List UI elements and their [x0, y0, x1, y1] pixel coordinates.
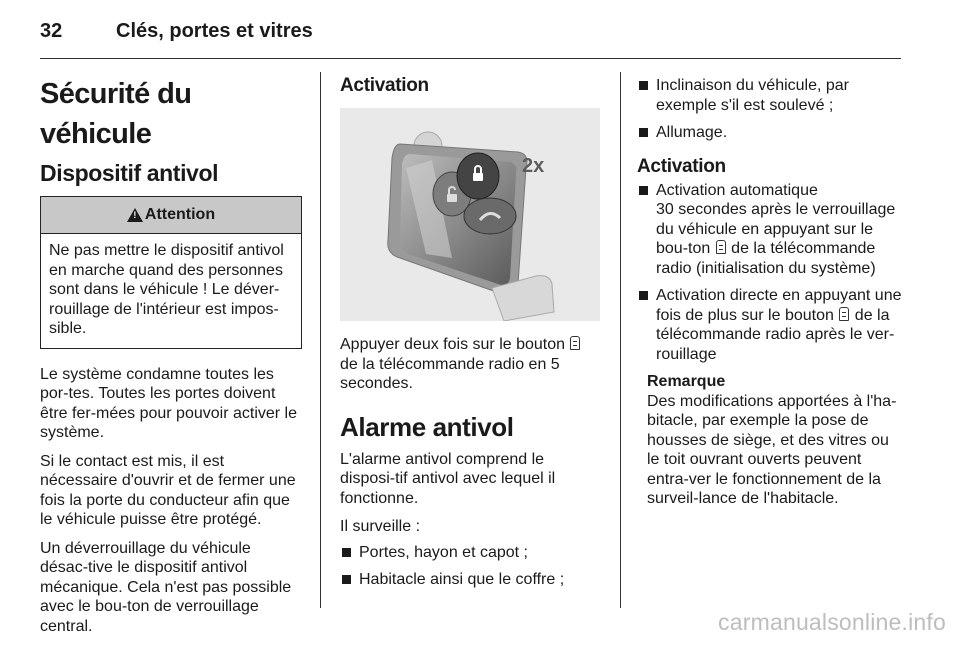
warning-text: Ne pas mettre le dispositif antivol en marche quand des personnes sont dans le véhicule ! Le déver-rouillage de l'intérieur est impos-sible. [49, 242, 284, 337]
paragraph: Le système condamne toutes les por-tes. Toutes les portes doivent être fer-mées pour pouvoir activer le système. [40, 365, 297, 441]
list-item: Inclinaison du véhicule, par exemple s'il est soulevé ; [637, 76, 903, 115]
subsection-title: Dispositif antivol [40, 160, 219, 186]
page-number: 32 [40, 20, 63, 42]
header-divider [40, 58, 901, 59]
chapter-title: Clés, portes et vitres [116, 20, 313, 42]
list-item: Activation automatique 30 secondes après le verrouillage du véhicule en appuyant sur le bou-ton de la télécommande radio (initialisation du système) [637, 181, 903, 279]
warning-title: Attention [144, 206, 216, 224]
key-fob-figure [340, 108, 600, 321]
list-item: Portes, hayon et capot ; [340, 543, 602, 563]
lock-button-icon [839, 307, 849, 321]
activation-list [637, 181, 903, 365]
warning-triangle-icon: ! [127, 208, 143, 222]
activation-heading: Activation [340, 75, 429, 96]
note-block [637, 372, 903, 509]
column-divider-2 [620, 72, 621, 608]
alarm-title: Alarme antivol [340, 411, 514, 442]
column-2 [340, 66, 602, 598]
remote-key-fob-illustration [340, 108, 600, 321]
list-item: Activation directe en appuyant une fois de plus sur le bouton de la télécommande radio après le ver-rouillage [637, 286, 903, 364]
monitors-list [340, 543, 602, 590]
lock-button-icon [716, 240, 726, 254]
paragraph: Si le contact est mis, il est nécessaire d'ouvrir et de fermer une fois la porte du conducteur afin que le véhicule puisse être protégé. [40, 452, 296, 528]
note-title: Remarque [647, 373, 726, 390]
list-item: Allumage. [637, 123, 903, 143]
column-3 [637, 76, 903, 509]
watermark: carmanualsonline.info [718, 609, 946, 635]
warning-box [40, 196, 302, 349]
monitors-list-continued [637, 76, 903, 143]
paragraph: Un déverrouillage du véhicule désac-tive le dispositif antivol mécanique. Cela n'est pas possible avec le bou-ton de verrouillage central. [40, 539, 292, 635]
lock-button-icon [570, 336, 580, 350]
list-item: Habitacle ainsi que le coffre ; [340, 570, 602, 590]
column-1 [40, 66, 302, 645]
section-title: Sécurité du véhicule [40, 78, 192, 150]
column-divider-1 [320, 72, 321, 608]
press-twice-badge: 2x [522, 155, 545, 177]
activation-heading-2: Activation [637, 155, 726, 177]
note-text: Des modifications apportées à l'ha-bitacle, par exemple la pose de housses de siège, et des vitres ou le toit ouvrant ouverts peuvent entra-ver le fonctionnement de la surveil-lance de l'habitacle. [647, 392, 897, 507]
paragraph: L'alarme antivol comprend le disposi-tif antivol avec lequel il fonctionne. [340, 450, 556, 507]
warning-header [41, 197, 301, 234]
monitors-label: Il surveille : [340, 518, 421, 535]
figure-caption: Appuyer deux fois sur le bouton de la télécommande radio en 5 secondes. [340, 335, 602, 394]
